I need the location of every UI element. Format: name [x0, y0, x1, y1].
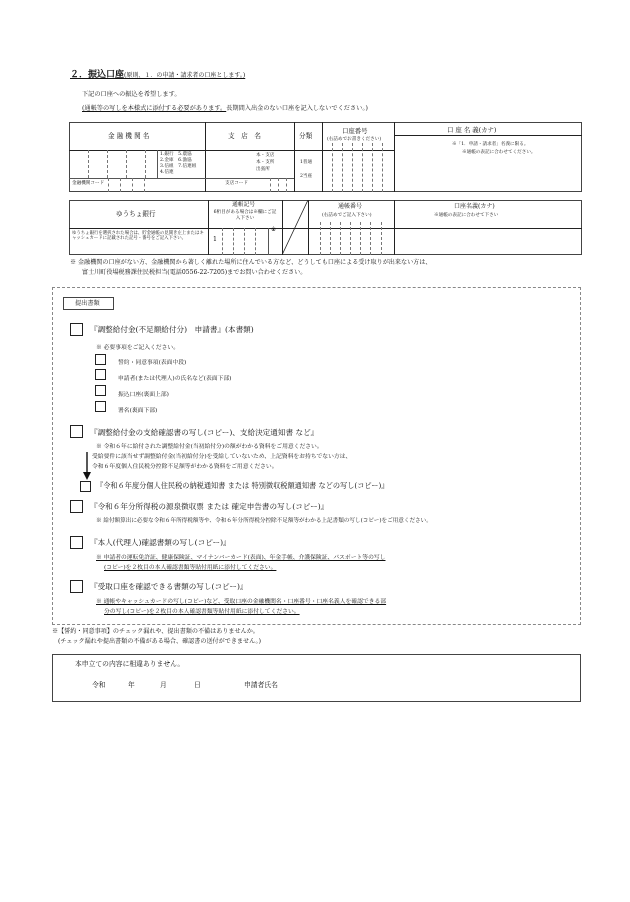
section-title-main: ２．振込口座 — [70, 70, 125, 80]
account-type-2: 2当座 — [300, 174, 313, 179]
checkbox-item1-sub2[interactable] — [95, 369, 106, 380]
header-account-no: 口座番号 — [342, 127, 368, 135]
yucho-holder-note: ※通帳の表記に合わせて下さい — [434, 213, 499, 218]
item1-note: ※ 必要事項をご記入ください。 — [96, 345, 179, 351]
bank-type-3: 3.信組 7.信連組 — [160, 164, 197, 169]
item2-title: 『調整給付金の支給確認書の写し(コピー)、支給決定通知書 など』 — [90, 428, 319, 437]
yucho-diagonal — [282, 200, 308, 255]
signature-month: 月 — [160, 681, 167, 689]
account-type-1: 1普通 — [300, 160, 313, 165]
branch-type-3: 出張所 — [256, 167, 270, 172]
item4-title: 『本人(代理人)確認書類の写し(コピー)』 — [90, 538, 231, 547]
checkbox-item4[interactable] — [70, 536, 83, 549]
documents-label: 提出書類 — [75, 300, 100, 307]
bank-type-4: 4.信連 — [160, 170, 174, 175]
intro-line1: 下記の口座への振込を希望します。 — [82, 91, 181, 98]
header-holder: 口 座 名 義(カナ) — [447, 126, 497, 134]
branch-type-1: 本・支店 — [256, 153, 275, 158]
checkbox-item3[interactable] — [70, 500, 83, 513]
signature-era: 令和 — [92, 681, 106, 689]
intro-line2 — [82, 105, 368, 113]
yucho-holder-header: 口座名義(カナ) — [454, 203, 495, 210]
item2-note2: 受給要件に該当せず調整給付金(当初給付分)を受給していないため、上記資料をお持ちでない方は、 — [92, 454, 352, 460]
section-subtitle: (原則、１．の申請・請求者の口座とします。) — [124, 72, 246, 79]
notice-line1: ※ 金融機関の口座がない方、金融機関から著しく離れた場所に住んでいる方など、どうしても口座による受け取りが出来ない方は、 — [70, 259, 432, 266]
section-title — [70, 67, 245, 80]
header-type: 分類 — [299, 132, 313, 140]
header-bank-name: 金 融 機 関 名 — [108, 132, 150, 140]
intro-line2-rest: 長期間入出金のない口座を記入しないでください。) — [226, 105, 368, 112]
item3-note: ※ 給付額算出に必要な令和６年所得税額等や、令和６年分所得税分控除不足額等がわかる上記書類の写し(コピー)をご用意ください。 — [96, 518, 432, 524]
checkbox-item1-sub4[interactable] — [95, 401, 106, 412]
signature-year: 年 — [128, 681, 135, 689]
item4-note1: ※ 申請者の運転免許証、健康保険証、マイナンバーカード(表面)、年金手帳、介護保険証、パスポート等の写し — [96, 555, 386, 561]
item1-sub3: 振込口座(裏面上部) — [118, 392, 169, 398]
checkbox-item2[interactable] — [70, 425, 83, 438]
item1-sub2: 申請者(または代理人)の氏名など(表面下部) — [118, 376, 232, 382]
yucho-left-note: ゆうちょ銀行を選択された場合は、貯金通帳の見開き左上またはキャッシュカードに記載された記号・番号をご記入下さい。 — [72, 231, 204, 242]
item1-sub1: 誓約・同意事項(表面中段) — [118, 360, 187, 366]
holder-note2: ※通帳の表記に合わせてください。 — [462, 150, 536, 155]
yucho-symbol-first: 1 — [213, 236, 217, 243]
checkbox-item2-sub[interactable] — [80, 481, 91, 492]
item1-title: 『調整給付金(不足額給付分) 申請書』(本書類) — [90, 325, 254, 334]
bank-type-2: 2.金庫 6.漁協 — [160, 158, 192, 163]
item2-sub: 『令和６年度分個人住民税の納税通知書 または 特別徴収税額通知書 などの写し(コピー)』 — [96, 481, 389, 490]
arrow-down-icon — [83, 452, 91, 480]
bank-code-label: 金融機関コード — [72, 181, 105, 186]
item4-note2: (コピー)を２枚目の本人確認書類等貼付用紙に添付してください。 — [104, 565, 277, 571]
checkbox-item1[interactable] — [70, 323, 83, 336]
footer-note-line1: ※【誓約・同意事項】のチェック漏れや、提出書類の不備はありませんか。 — [52, 628, 259, 635]
bank-type-1: 1.銀行 5.農協 — [160, 152, 192, 157]
checkbox-item5[interactable] — [70, 580, 83, 593]
yucho-mark: ※ — [271, 226, 277, 233]
branch-type-2: 本・支所 — [256, 160, 275, 165]
holder-note1: ※「1．申請・請求者」名義に限る。 — [452, 142, 529, 147]
branch-code-label: 支店コード — [225, 181, 248, 186]
item2-note3: 令和６年度個人住民税分控除不足額等がわかる資料をご用意ください。 — [92, 464, 278, 470]
yucho-number-note: (右詰めでご記入下さい) — [322, 213, 372, 218]
item5-title: 『受取口座を確認できる書類の写し(コピー)』 — [90, 582, 248, 591]
signature-day: 日 — [194, 681, 201, 689]
yucho-bank-name: ゆうちょ銀行 — [116, 210, 156, 218]
signature-statement: 本申立ての内容に相違ありません。 — [75, 660, 185, 668]
checkbox-item1-sub3[interactable] — [95, 385, 106, 396]
notice-line2: 富士川町役場税務課住民税担当(電話0556-22-7205)までお問い合わせください。 — [82, 269, 307, 276]
yucho-symbol-note: 6桁目がある場合は※欄にご記入下さい — [213, 210, 277, 221]
item5-note2: 分の写し(コピー)を２枚目の本人確認書類等貼付用紙に添付してください。 — [104, 609, 300, 615]
item5-note1: ※ 通帳やキャッシュカードの写し(コピー)など、受取口座の金融機関名・口座番号・口座名義人を確認できる部 — [96, 599, 387, 605]
footer-note-line2: (チェック漏れや提出書類の不備がある場合、確認書の送付ができません。) — [58, 638, 261, 645]
checkbox-item1-sub1[interactable] — [95, 354, 106, 365]
signature-applicant: 申請者氏名 — [244, 681, 278, 689]
item1-sub4: 署名(裏面下部) — [118, 408, 158, 414]
header-branch: 支 店 名 — [228, 132, 261, 140]
item3-title: 『令和６年分所得税の源泉徴収票 または 確定申告書の写し(コピー)』 — [90, 502, 329, 511]
header-account-no-note: (右詰めでお書きください) — [327, 137, 382, 142]
intro-line2-underlined: (通帳等の写しを本様式に添付する必要があります。 — [82, 105, 227, 112]
item2-note1: ※ 令和６年に給付された調整給付金(当初給付分)の額がわかる資料をご用意ください。 — [96, 444, 323, 450]
yucho-number-header: 通帳番号 — [338, 203, 363, 210]
yucho-symbol-header: 通帳記号 — [232, 202, 256, 208]
